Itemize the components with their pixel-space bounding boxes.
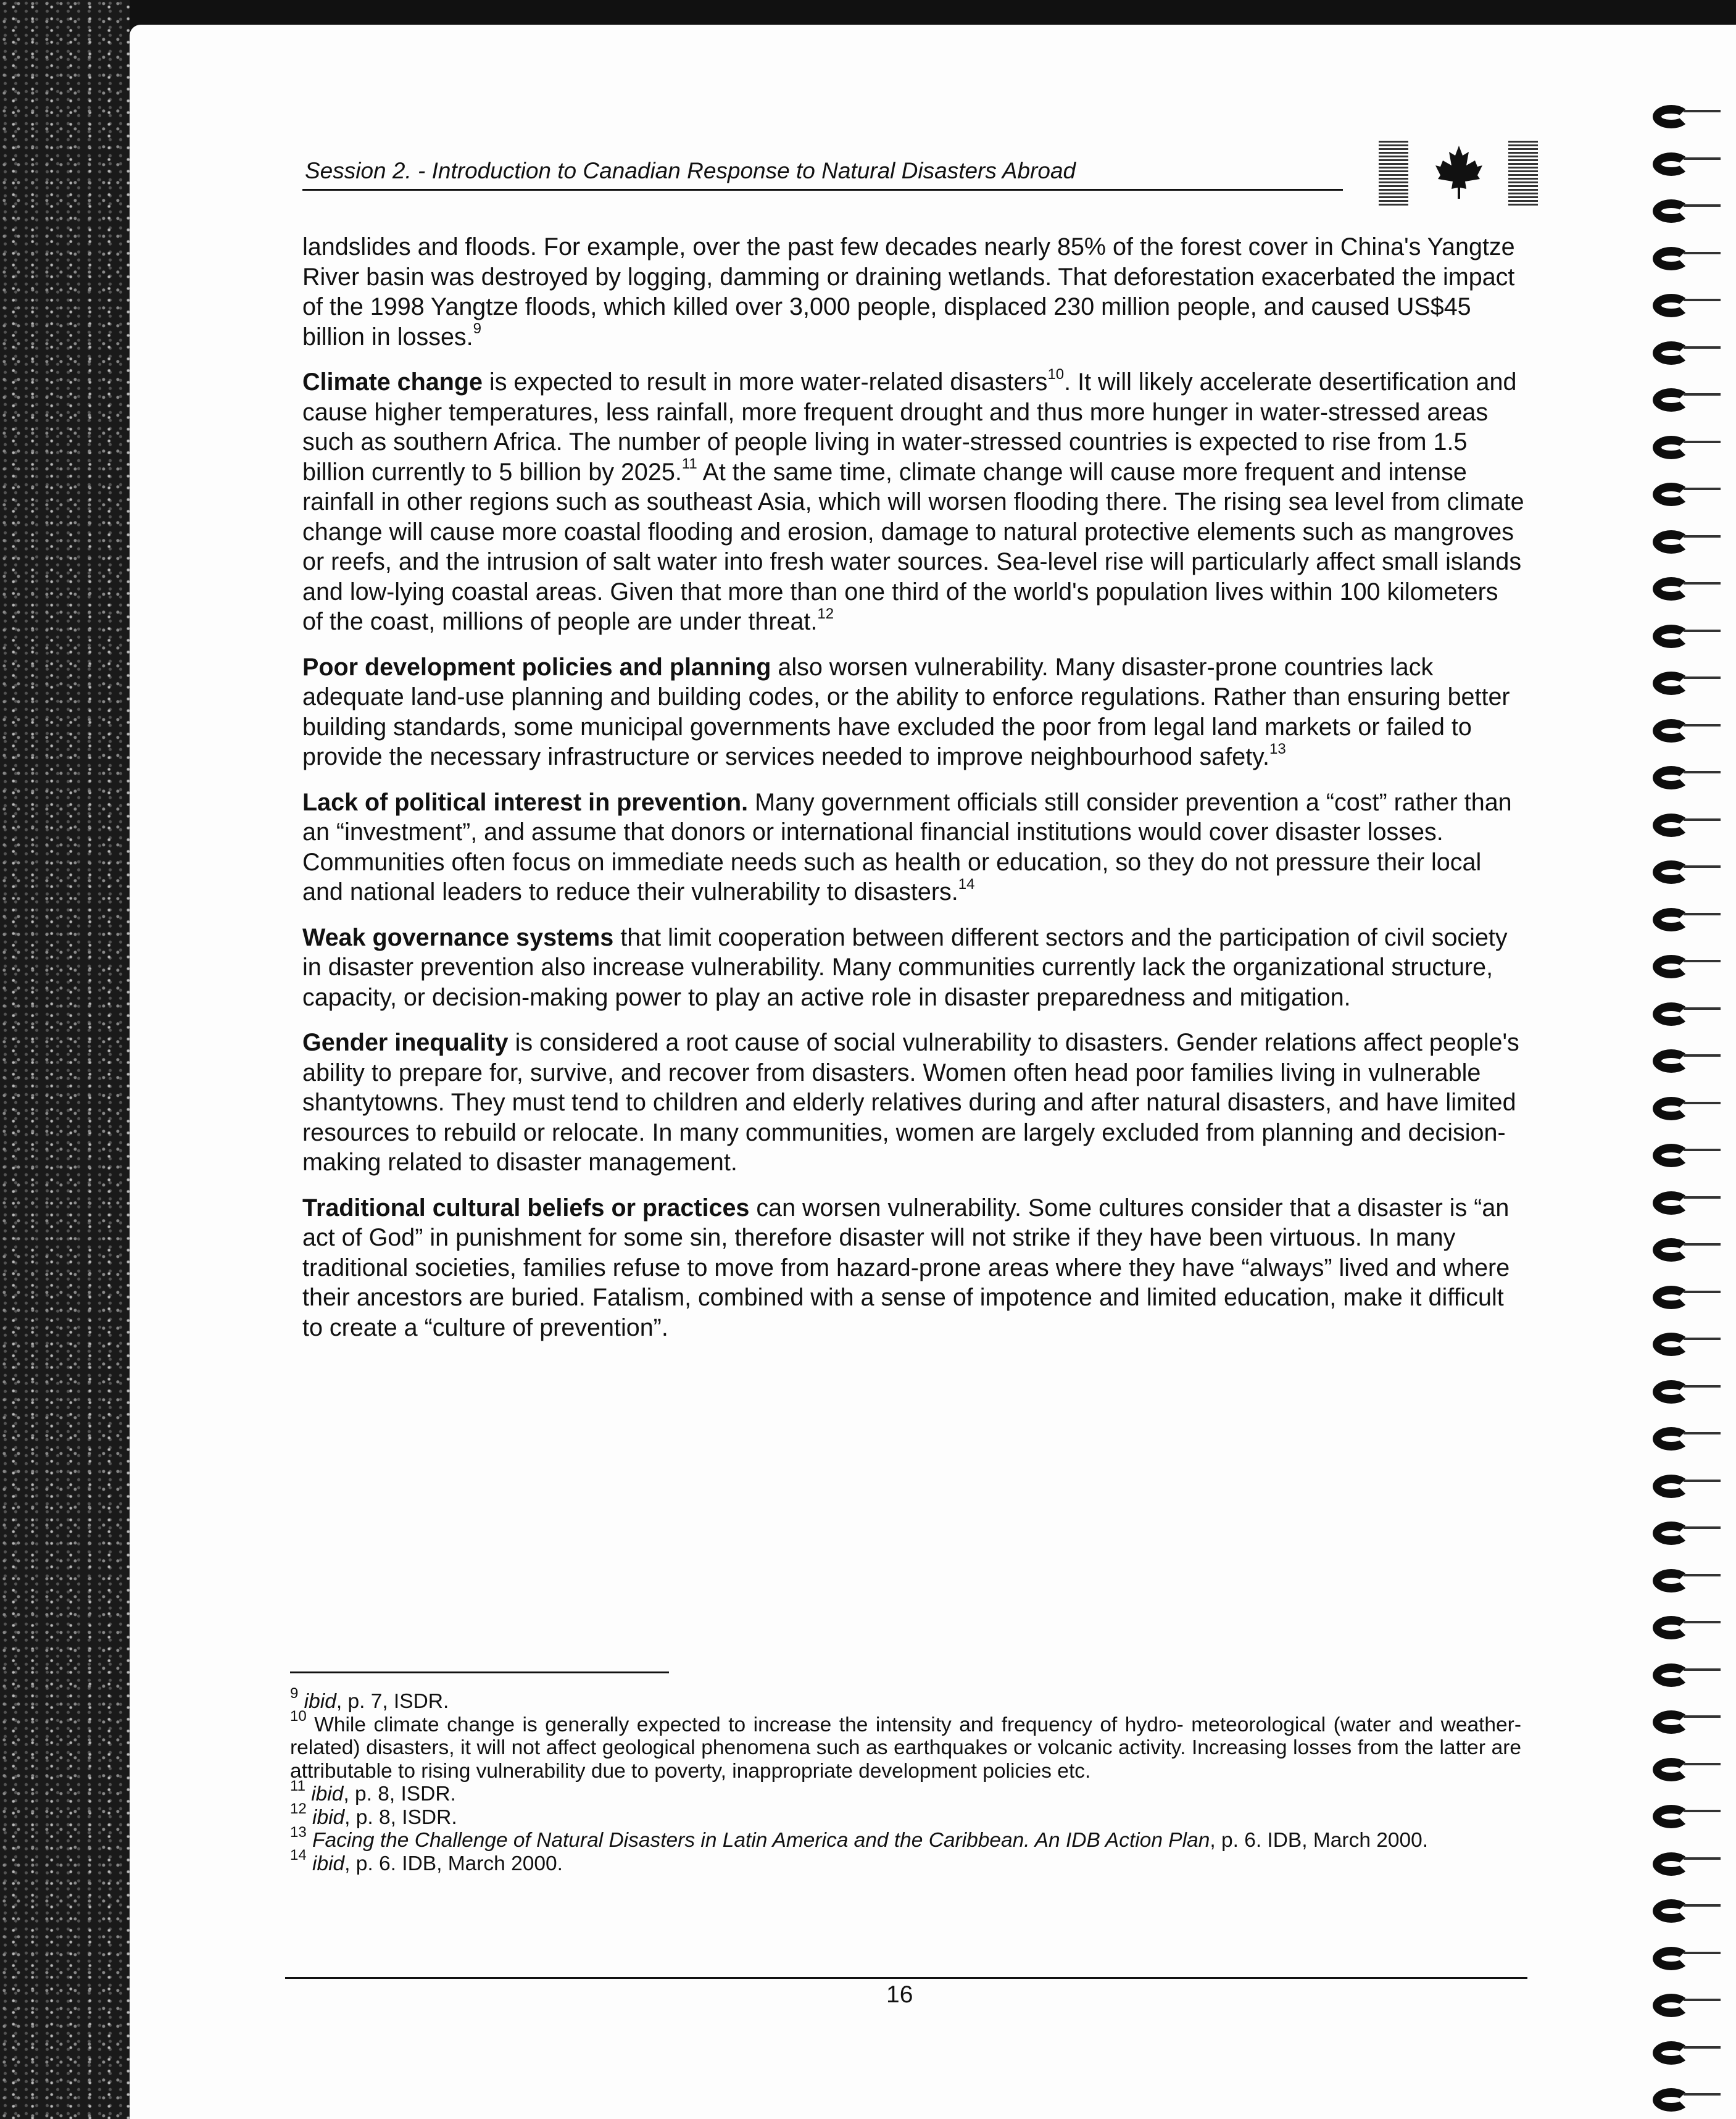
binding-wire <box>1684 1999 1721 2001</box>
binding-coil <box>1653 1852 1690 1876</box>
binding-wire <box>1684 1338 1721 1340</box>
binding-coil <box>1653 105 1690 128</box>
footnote <box>290 1847 1521 1876</box>
footnote-italic: ibid <box>304 1690 336 1713</box>
binding-coil <box>1653 766 1690 789</box>
binding-wire <box>1684 441 1721 443</box>
flag-left-bar <box>1379 139 1408 207</box>
binding-coil <box>1653 341 1690 365</box>
paragraph-text: At the same time, climate change will cause more frequent and intense rainfall in other regions such as southeast Asia, which will worsen flooding there. The rising sea level from climate change will cause more coastal flooding and erosion, damage to natural protective elements such as mangroves or reefs, and the intrusion of salt water into fresh water sources. Sea-level rise will particularly affect small islands and low-lying coastal areas. Given that more than one third of the world's population lives within 100 kilometers of the coast, millions of people are under threat. <box>302 458 1524 635</box>
binding-coil <box>1653 814 1690 837</box>
binding-coil <box>1653 1710 1690 1734</box>
footnote <box>290 1777 1521 1806</box>
binding-wire <box>1684 1904 1721 1907</box>
footnote-number: 14 <box>290 1847 307 1864</box>
binding-coil <box>1653 1049 1690 1073</box>
binding-wire <box>1684 393 1721 396</box>
paragraph <box>302 788 1524 907</box>
paragraph-text: is expected to result in more water-related disasters <box>482 368 1048 396</box>
footnote-number: 13 <box>290 1823 307 1841</box>
footnote-text: , p. 6. IDB, March 2000. <box>1210 1829 1429 1852</box>
footnote-ref: 13 <box>1269 740 1286 757</box>
running-header: Session 2. - Introduction to Canadian Response to Natural Disasters Abroad <box>305 158 1076 183</box>
binding-wire <box>1684 252 1721 254</box>
binding-coil <box>1653 1380 1690 1404</box>
binding-wire <box>1684 2093 1721 2096</box>
paragraph-lead: Traditional cultural beliefs or practices <box>302 1194 750 1222</box>
footnote-number: 10 <box>290 1708 307 1725</box>
footnote-italic: ibid <box>311 1783 344 1805</box>
binding-coil <box>1653 719 1690 743</box>
binding-coil <box>1653 483 1690 506</box>
scan-background <box>0 0 130 2119</box>
binding-coil <box>1653 1475 1690 1498</box>
binding-wire <box>1684 1196 1721 1199</box>
spiral-binding <box>1647 68 1736 2105</box>
body-text <box>302 232 1524 1358</box>
binding-wire <box>1684 1102 1721 1104</box>
binding-coil <box>1653 577 1690 601</box>
paragraph-text: landslides and floods. For example, over the past few decades nearly 85% of the forest cover in China's Yangtze River basin was destroyed by logging, damming or draining wetlands. That deforestation exacerbated the impact of the 1998 Yangtze floods, which killed over 3,000 people, displaced 230 million people, and caused US$45 billion in losses. <box>302 233 1515 351</box>
footnote <box>290 1823 1521 1852</box>
binding-coil <box>1653 1002 1690 1026</box>
footnote-italic: ibid <box>312 1805 345 1829</box>
paragraph <box>302 367 1524 637</box>
footnotes <box>290 1684 1521 1875</box>
footnote-ref: 9 <box>473 320 481 338</box>
paragraph-lead: Weak governance systems <box>302 923 614 951</box>
binding-wire <box>1684 1952 1721 1954</box>
binding-wire <box>1684 1621 1721 1623</box>
paragraph-lead: Lack of political interest in prevention. <box>302 788 749 816</box>
footnote-ref: 11 <box>681 456 697 473</box>
binding-coil <box>1653 388 1690 412</box>
paragraph-text: can worsen vulnerability. Some cultures consider that a disaster is “an act of God” in punishment for some sin, therefore disaster will not strike if they have been virtuous. In many traditional societies, families refuse to move from hazard-prone areas where they have “always” lived and where their ancestors are buried. Fatalism, combined with a sense of impotence and limited education, make it difficult to create a “culture of prevention”. <box>302 1194 1510 1341</box>
footnote-italic: ibid <box>312 1852 345 1875</box>
paragraph-text: that limit cooperation between different sectors and the participation of civil society in disaster prevention also increase vulnerability. Many communities currently lack the organizational structure, capacity, or decision-making power to play an active role in disaster preparedness and mitigation. <box>302 923 1508 1011</box>
maple-leaf-icon <box>1434 144 1484 200</box>
footnote-italic: Facing the Challenge of Natural Disasters in Latin America and the Caribbean. An IDB Action Plan <box>312 1829 1210 1852</box>
binding-coil <box>1653 1286 1690 1309</box>
binding-coil <box>1653 672 1690 695</box>
binding-coil <box>1653 436 1690 459</box>
footnote-ref: 10 <box>1047 365 1065 383</box>
binding-wire <box>1684 1054 1721 1057</box>
binding-wire <box>1684 1432 1721 1434</box>
footnote-number: 12 <box>290 1801 307 1818</box>
footnote-text: , p. 6. IDB, March 2000. <box>344 1852 563 1875</box>
binding-coil <box>1653 294 1690 317</box>
paragraph <box>302 232 1524 352</box>
binding-wire <box>1684 110 1721 112</box>
footnote <box>290 1801 1521 1830</box>
binding-coil <box>1653 625 1690 648</box>
binding-wire <box>1684 204 1721 207</box>
paragraph-lead: Poor development policies and planning <box>302 653 771 681</box>
binding-coil <box>1653 1191 1690 1215</box>
footnote <box>290 1684 1521 1713</box>
paragraph-lead: Gender inequality <box>302 1029 509 1056</box>
binding-wire <box>1684 865 1721 868</box>
flag-right-bar <box>1508 139 1538 207</box>
binding-wire <box>1684 676 1721 679</box>
paragraph-text: also worsen vulnerability. Many disaster-prone countries lack adequate land-use planning and building codes, or the ability to enforce regulations. Rather than ensuring better building standards, some municipal governments have excluded the poor from legal land markets or failed to provide the necessary infrastructure or services needed to improve neighbourhood safety. <box>302 653 1510 770</box>
binding-coil <box>1653 1994 1690 2017</box>
binding-wire <box>1684 1007 1721 1010</box>
footnote-text: While climate change is generally expected to increase the intensity and frequency of hydro- meteorological (water and weather-related) disasters, it will not affect geological phenomena such as earthquakes or volcanic activity. Increasing losses from the latter are attributable to rising vulnerability due to poverty, inappropriate development policies etc. <box>290 1713 1521 1783</box>
paragraph-lead: Climate change <box>302 368 483 396</box>
binding-coil <box>1653 1569 1690 1592</box>
binding-coil <box>1653 955 1690 978</box>
paragraph-text: Many government officials still consider prevention a “cost” rather than an “investment”, and assume that donors or international financial institutions would cover disaster losses. Communities often focus on immediate needs such as health or education, so they do not pressure their local and national leaders to reduce their vulnerability to disasters. <box>302 788 1512 905</box>
binding-wire <box>1684 913 1721 915</box>
binding-wire <box>1684 346 1721 349</box>
binding-wire <box>1684 1149 1721 1151</box>
binding-wire <box>1684 630 1721 632</box>
binding-wire <box>1684 1763 1721 1765</box>
binding-coil <box>1653 1522 1690 1545</box>
binding-wire <box>1684 771 1721 773</box>
binding-coil <box>1653 1947 1690 1970</box>
footnote-number: 9 <box>290 1684 299 1702</box>
binding-wire <box>1684 582 1721 585</box>
binding-wire <box>1684 299 1721 301</box>
paragraph <box>302 652 1524 772</box>
binding-coil <box>1653 1144 1690 1167</box>
canada-flag-icon <box>1379 139 1538 207</box>
footnote-ref: 12 <box>817 605 834 622</box>
binding-wire <box>1684 157 1721 160</box>
footnote-text: , p. 8, ISDR. <box>343 1783 456 1805</box>
binding-wire <box>1684 724 1721 726</box>
binding-wire <box>1684 1574 1721 1576</box>
paragraph-text: . It will likely accelerate desertification and cause higher temperatures, less rainfall, more frequent drought and thus more hunger in water-stressed areas such as southern Africa. The number of people living in water-stressed countries is expected to rise from 1.5 billion currently to 5 billion by 2025. <box>302 368 1517 486</box>
binding-coil <box>1653 860 1690 884</box>
binding-coil <box>1653 1333 1690 1356</box>
binding-coil <box>1653 247 1690 270</box>
binding-coil <box>1653 908 1690 931</box>
footnote-ref: 14 <box>958 875 975 893</box>
binding-coil <box>1653 1663 1690 1687</box>
footnote-text: , p. 7, ISDR. <box>336 1690 449 1713</box>
binding-wire <box>1684 535 1721 538</box>
binding-coil <box>1653 1097 1690 1120</box>
header-rule <box>302 189 1343 191</box>
footer-rule <box>285 1977 1527 1979</box>
binding-coil <box>1653 1805 1690 1828</box>
binding-wire <box>1684 488 1721 490</box>
binding-wire <box>1684 818 1721 821</box>
binding-wire <box>1684 1810 1721 1812</box>
binding-coil <box>1653 530 1690 554</box>
binding-coil <box>1653 199 1690 223</box>
binding-wire <box>1684 1857 1721 1860</box>
page-number: 16 <box>886 1981 913 2008</box>
binding-coil <box>1653 1238 1690 1262</box>
binding-wire <box>1684 1715 1721 1718</box>
paragraph-text: is considered a root cause of social vulnerability to disasters. Gender relations affect people's ability to prepare for, survive, and recover from disasters. Women often head poor families living in vulnerable shantytowns. They must tend to children and elderly relatives during and after natural disasters, and have limited resources to rebuild or relocate. In many communities, women are largely excluded from planning and decision-making related to disaster management. <box>302 1029 1519 1176</box>
footnote-number: 11 <box>290 1777 305 1794</box>
binding-coil <box>1653 2041 1690 2065</box>
paragraph <box>302 1193 1524 1343</box>
binding-wire <box>1684 1668 1721 1671</box>
binding-coil <box>1653 1616 1690 1639</box>
paragraph <box>302 923 1524 1013</box>
binding-wire <box>1684 960 1721 962</box>
binding-wire <box>1684 1291 1721 1293</box>
footnote-rule <box>290 1671 669 1673</box>
binding-coil <box>1653 1427 1690 1451</box>
binding-coil <box>1653 2088 1690 2112</box>
binding-coil <box>1653 152 1690 176</box>
binding-coil <box>1653 1899 1690 1923</box>
binding-coil <box>1653 1758 1690 1781</box>
binding-wire <box>1684 1480 1721 1482</box>
binding-wire <box>1684 1385 1721 1388</box>
binding-wire <box>1684 2046 1721 2049</box>
footnote-text: , p. 8, ISDR. <box>344 1805 457 1829</box>
footnote <box>290 1708 1521 1783</box>
binding-wire <box>1684 1243 1721 1246</box>
binding-wire <box>1684 1526 1721 1529</box>
paragraph <box>302 1028 1524 1178</box>
